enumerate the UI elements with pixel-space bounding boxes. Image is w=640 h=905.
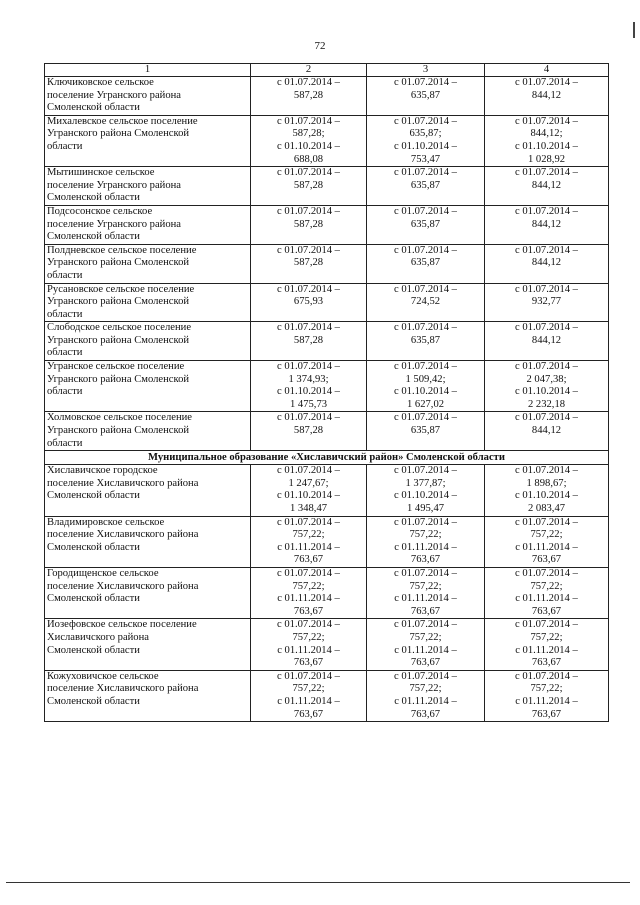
cell-line: 757,22;	[530, 529, 563, 541]
tariff-cell-col3	[367, 205, 485, 244]
table-row	[45, 244, 609, 283]
cell-line: 763,67	[531, 657, 562, 669]
tariff-cell-col2	[251, 244, 367, 283]
cell-line: 753,47	[410, 153, 441, 165]
cell-line: с 01.07.2014 –	[394, 167, 457, 179]
cell-line: 844,12	[531, 334, 562, 346]
cell-line: 757,22;	[292, 683, 325, 695]
cell-line: с 01.10.2014 –	[394, 140, 457, 152]
tariff-cell-col4	[485, 205, 609, 244]
cell-line: Русановское сельское поселение	[47, 283, 195, 295]
cell-line: с 01.11.2014 –	[515, 695, 578, 707]
cell-line: 763,67	[293, 657, 324, 669]
cell-line: 587,28	[293, 218, 324, 230]
cell-line: Смоленской области	[47, 541, 140, 553]
cell-line: с 01.07.2014 –	[394, 465, 457, 477]
cell-line: с 01.07.2014 –	[277, 322, 340, 334]
cell-line: 2 047,38;	[526, 373, 567, 385]
cell-line: 763,67	[293, 605, 324, 617]
cell-line: с 01.10.2014 –	[515, 490, 578, 502]
tariff-cell-col3	[367, 619, 485, 670]
cell-line: 635,87	[410, 179, 441, 191]
tariff-cell-col3	[367, 465, 485, 516]
cell-line: 587,28	[293, 257, 324, 269]
cell-line: Угранского района Смоленской	[47, 373, 190, 385]
cell-line: области	[47, 269, 83, 281]
cell-line: 757,22;	[409, 631, 442, 643]
tariff-cell-col2	[251, 412, 367, 451]
tariff-cell-col4	[485, 619, 609, 670]
tariff-cell-col4	[485, 167, 609, 206]
tariff-cell-col3	[367, 412, 485, 451]
settlement-name-cell	[45, 619, 251, 670]
cell-line: с 01.07.2014 –	[515, 567, 578, 579]
cell-line: с 01.11.2014 –	[394, 593, 457, 605]
cell-line: с 01.11.2014 –	[515, 644, 578, 656]
table-header-row	[45, 64, 609, 77]
cell-line: с 01.10.2014 –	[515, 140, 578, 152]
cell-line: 763,67	[531, 708, 562, 720]
tariff-cell-col4	[485, 322, 609, 361]
settlement-name-cell	[45, 115, 251, 166]
cell-line: с 01.07.2014 –	[515, 670, 578, 682]
cell-line: 757,22;	[409, 683, 442, 695]
tariff-cell-col3	[367, 516, 485, 567]
tariff-table-body	[45, 64, 609, 722]
cell-line: с 01.07.2014 –	[515, 205, 578, 217]
cell-line: с 01.07.2014 –	[394, 516, 457, 528]
table-row	[45, 167, 609, 206]
column-header: 2	[251, 64, 367, 77]
cell-line: 587,28	[293, 425, 324, 437]
cell-line: 844,12	[531, 179, 562, 191]
cell-line: 844,12	[531, 89, 562, 101]
section-header-row	[45, 451, 609, 465]
cell-line: 587,28	[293, 179, 324, 191]
settlement-name-cell	[45, 77, 251, 116]
tariff-cell-col4	[485, 244, 609, 283]
column-header: 3	[367, 64, 485, 77]
cell-line: с 01.07.2014 –	[515, 412, 578, 424]
cell-line: с 01.07.2014 –	[394, 77, 457, 88]
settlement-name-cell	[45, 412, 251, 451]
cell-line: 763,67	[531, 554, 562, 566]
cell-line: Полдневское сельское поселение	[47, 244, 197, 256]
cell-line: 1 348,47	[289, 503, 328, 514]
cell-line: с 01.11.2014 –	[394, 695, 457, 707]
cell-line: 763,67	[410, 708, 441, 720]
cell-line: 763,67	[293, 554, 324, 566]
cell-line: с 01.07.2014 –	[277, 516, 340, 528]
cell-line: области	[47, 140, 83, 152]
cell-line: с 01.11.2014 –	[277, 695, 340, 707]
cell-line: 1 374,93;	[288, 373, 329, 385]
cell-line: Мытишинское сельское	[47, 167, 155, 179]
table-row	[45, 465, 609, 516]
tariff-cell-col4	[485, 115, 609, 166]
settlement-name-cell	[45, 670, 251, 721]
cell-line: Владимировское сельское	[47, 516, 165, 528]
cell-line: 1 509,42;	[405, 373, 446, 385]
cell-line: области	[47, 386, 83, 398]
table-row	[45, 361, 609, 412]
cell-line: Подсосонское сельское	[47, 205, 153, 217]
cell-line: с 01.07.2014 –	[277, 670, 340, 682]
tariff-cell-col4	[485, 283, 609, 322]
cell-line: с 01.10.2014 –	[515, 386, 578, 398]
cell-line: 844,12	[531, 218, 562, 230]
table-row	[45, 283, 609, 322]
cell-line: с 01.07.2014 –	[515, 361, 578, 373]
tariff-table	[44, 63, 609, 722]
settlement-name-cell	[45, 244, 251, 283]
table-row	[45, 322, 609, 361]
cell-line: 1 495,47	[406, 503, 445, 514]
settlement-name-cell	[45, 516, 251, 567]
settlement-name-cell	[45, 205, 251, 244]
settlement-name-cell	[45, 465, 251, 516]
table-row	[45, 205, 609, 244]
table-row	[45, 516, 609, 567]
cell-line: Кожуховичское сельское	[47, 670, 159, 682]
cell-line: 724,52	[410, 296, 441, 308]
tariff-cell-col3	[367, 77, 485, 116]
cell-line: с 01.07.2014 –	[277, 283, 340, 295]
tariff-cell-col3	[367, 322, 485, 361]
cell-line: поселение Хиславичского района	[47, 529, 199, 541]
cell-line: 675,93	[293, 296, 324, 308]
cell-line: 1 247,67;	[288, 477, 329, 489]
table-row	[45, 670, 609, 721]
cell-line: с 01.07.2014 –	[277, 244, 340, 256]
tariff-cell-col3	[367, 167, 485, 206]
cell-line: поселение Хиславичского района	[47, 580, 199, 592]
cell-line: с 01.07.2014 –	[394, 412, 457, 424]
cell-line: 635,87;	[409, 128, 442, 140]
cell-line: 763,67	[293, 708, 324, 720]
cell-line: 1 627,02	[406, 398, 445, 410]
tariff-cell-col3	[367, 670, 485, 721]
cell-line: 757,22;	[530, 631, 563, 643]
tariff-cell-col3	[367, 115, 485, 166]
cell-line: 844,12;	[530, 128, 563, 140]
cell-line: Смоленской области	[47, 490, 140, 502]
tariff-cell-col4	[485, 412, 609, 451]
cell-line: 587,28;	[292, 128, 325, 140]
cell-line: с 01.07.2014 –	[394, 205, 457, 217]
cell-line: 763,67	[531, 605, 562, 617]
cell-line: поселение Угранского района	[47, 218, 181, 230]
cell-line: Холмовское сельское поселение	[47, 412, 192, 424]
tariff-cell-col2	[251, 77, 367, 116]
cell-line: 757,22;	[530, 683, 563, 695]
section-title: Муниципальное образование «Хиславичский район» Смоленской области	[45, 451, 609, 465]
cell-line: 757,22;	[292, 631, 325, 643]
column-header: 1	[45, 64, 251, 77]
cell-line: 1 377,87;	[405, 477, 446, 489]
cell-line: 635,87	[410, 425, 441, 437]
cell-line: Михалевское сельское поселение	[47, 115, 198, 127]
cell-line: 635,87	[410, 334, 441, 346]
tariff-cell-col2	[251, 205, 367, 244]
cell-line: поселение Хиславичского района	[47, 683, 199, 695]
cell-line: с 01.07.2014 –	[277, 77, 340, 88]
cell-line: Смоленской области	[47, 593, 140, 605]
cell-line: с 01.07.2014 –	[277, 412, 340, 424]
cell-line: 763,67	[410, 554, 441, 566]
cell-line: Смоленской области	[47, 192, 140, 204]
cell-line: 635,87	[410, 218, 441, 230]
cell-line: с 01.07.2014 –	[277, 205, 340, 217]
cell-line: с 01.07.2014 –	[277, 361, 340, 373]
cell-line: с 01.07.2014 –	[277, 465, 340, 477]
page-number: 72	[314, 40, 326, 52]
settlement-name-cell	[45, 567, 251, 618]
cell-line: области	[47, 308, 83, 320]
cell-line: с 01.10.2014 –	[277, 490, 340, 502]
tariff-cell-col3	[367, 283, 485, 322]
tariff-cell-col3	[367, 361, 485, 412]
table-row	[45, 77, 609, 116]
cell-line: 757,22;	[292, 580, 325, 592]
cell-line: Хиславичское городское	[47, 465, 158, 477]
cell-line: Смоленской области	[47, 231, 140, 243]
cell-line: 757,22;	[409, 580, 442, 592]
tariff-cell-col2	[251, 670, 367, 721]
cell-line: 932,77	[531, 296, 562, 308]
cell-line: 757,22;	[409, 529, 442, 541]
cell-line: с 01.07.2014 –	[515, 465, 578, 477]
cell-line: с 01.07.2014 –	[394, 283, 457, 295]
cell-line: с 01.07.2014 –	[277, 167, 340, 179]
table-row	[45, 412, 609, 451]
cell-line: с 01.07.2014 –	[394, 244, 457, 256]
cell-line: с 01.11.2014 –	[515, 541, 578, 553]
cell-line: Смоленской области	[47, 695, 140, 707]
tariff-cell-col4	[485, 516, 609, 567]
cell-line: Хиславичского района	[47, 631, 149, 643]
cell-line: с 01.10.2014 –	[277, 140, 340, 152]
cell-line: с 01.07.2014 –	[394, 361, 457, 373]
cell-line: с 01.07.2014 –	[515, 516, 578, 528]
cell-line: с 01.11.2014 –	[277, 541, 340, 553]
cell-line: 844,12	[531, 257, 562, 269]
scan-edge-mark	[633, 22, 635, 38]
cell-line: 635,87	[410, 257, 441, 269]
settlement-name-cell	[45, 167, 251, 206]
cell-line: поселение Хиславичского района	[47, 477, 199, 489]
cell-line: Угранского района Смоленской	[47, 425, 190, 437]
cell-line: с 01.10.2014 –	[394, 490, 457, 502]
cell-line: Угранского района Смоленской	[47, 334, 190, 346]
tariff-cell-col4	[485, 567, 609, 618]
tariff-cell-col2	[251, 167, 367, 206]
tariff-cell-col4	[485, 670, 609, 721]
cell-line: Смоленской области	[47, 644, 140, 656]
table-row	[45, 619, 609, 670]
cell-line: с 01.07.2014 –	[515, 167, 578, 179]
cell-line: с 01.11.2014 –	[277, 593, 340, 605]
tariff-cell-col4	[485, 77, 609, 116]
cell-line: 2 232,18	[527, 398, 566, 410]
tariff-cell-col3	[367, 567, 485, 618]
tariff-cell-col2	[251, 361, 367, 412]
cell-line: с 01.11.2014 –	[515, 593, 578, 605]
cell-line: Угранского района Смоленской	[47, 257, 190, 269]
cell-line: с 01.07.2014 –	[515, 619, 578, 631]
cell-line: 635,87	[410, 89, 441, 101]
cell-line: Иозефовское сельское поселение	[47, 619, 197, 631]
cell-line: 844,12	[531, 425, 562, 437]
cell-line: 1 028,92	[527, 153, 566, 165]
cell-line: Слободское сельское поселение	[47, 322, 192, 334]
cell-line: с 01.07.2014 –	[277, 115, 340, 127]
cell-line: Смоленской области	[47, 102, 140, 114]
cell-line: с 01.07.2014 –	[515, 77, 578, 88]
cell-line: 757,22;	[292, 529, 325, 541]
tariff-cell-col2	[251, 322, 367, 361]
tariff-cell-col2	[251, 283, 367, 322]
tariff-cell-col2	[251, 465, 367, 516]
settlement-name-cell	[45, 283, 251, 322]
cell-line: 688,08	[293, 153, 324, 165]
bottom-rule	[6, 882, 630, 883]
cell-line: с 01.11.2014 –	[394, 644, 457, 656]
tariff-cell-col2	[251, 516, 367, 567]
cell-line: 763,67	[410, 605, 441, 617]
cell-line: с 01.10.2014 –	[394, 386, 457, 398]
cell-line: с 01.11.2014 –	[394, 541, 457, 553]
cell-line: Ключиковское сельское	[47, 77, 154, 88]
cell-line: с 01.07.2014 –	[515, 322, 578, 334]
cell-line: с 01.07.2014 –	[394, 619, 457, 631]
tariff-cell-col2	[251, 619, 367, 670]
cell-line: 763,67	[410, 657, 441, 669]
cell-line: 1 475,73	[289, 398, 328, 410]
cell-line: с 01.07.2014 –	[515, 244, 578, 256]
settlement-name-cell	[45, 322, 251, 361]
tariff-cell-col3	[367, 244, 485, 283]
cell-line: поселение Угранского района	[47, 179, 181, 191]
cell-line: с 01.07.2014 –	[394, 115, 457, 127]
cell-line: с 01.07.2014 –	[394, 670, 457, 682]
cell-line: Угранского района Смоленской	[47, 296, 190, 308]
column-header: 4	[485, 64, 609, 77]
cell-line: Городищенское сельское	[47, 567, 159, 579]
cell-line: с 01.11.2014 –	[277, 644, 340, 656]
cell-line: Угранского района Смоленской	[47, 128, 190, 140]
settlement-name-cell	[45, 361, 251, 412]
cell-line: 1 898,67;	[526, 477, 567, 489]
table-row	[45, 115, 609, 166]
cell-line: с 01.07.2014 –	[277, 619, 340, 631]
cell-line: области	[47, 347, 83, 359]
cell-line: Угранское сельское поселение	[47, 361, 185, 373]
cell-line: с 01.07.2014 –	[515, 115, 578, 127]
cell-line: с 01.07.2014 –	[277, 567, 340, 579]
tariff-cell-col4	[485, 361, 609, 412]
cell-line: 757,22;	[530, 580, 563, 592]
cell-line: области	[47, 437, 83, 449]
table-row	[45, 567, 609, 618]
tariff-cell-col2	[251, 115, 367, 166]
cell-line: с 01.07.2014 –	[394, 322, 457, 334]
tariff-cell-col4	[485, 465, 609, 516]
tariff-cell-col2	[251, 567, 367, 618]
cell-line: поселение Угранского района	[47, 89, 181, 101]
cell-line: 2 083,47	[527, 503, 566, 514]
cell-line: с 01.07.2014 –	[394, 567, 457, 579]
cell-line: с 01.07.2014 –	[515, 283, 578, 295]
cell-line: 587,28	[293, 334, 324, 346]
cell-line: с 01.10.2014 –	[277, 386, 340, 398]
cell-line: 587,28	[293, 89, 324, 101]
